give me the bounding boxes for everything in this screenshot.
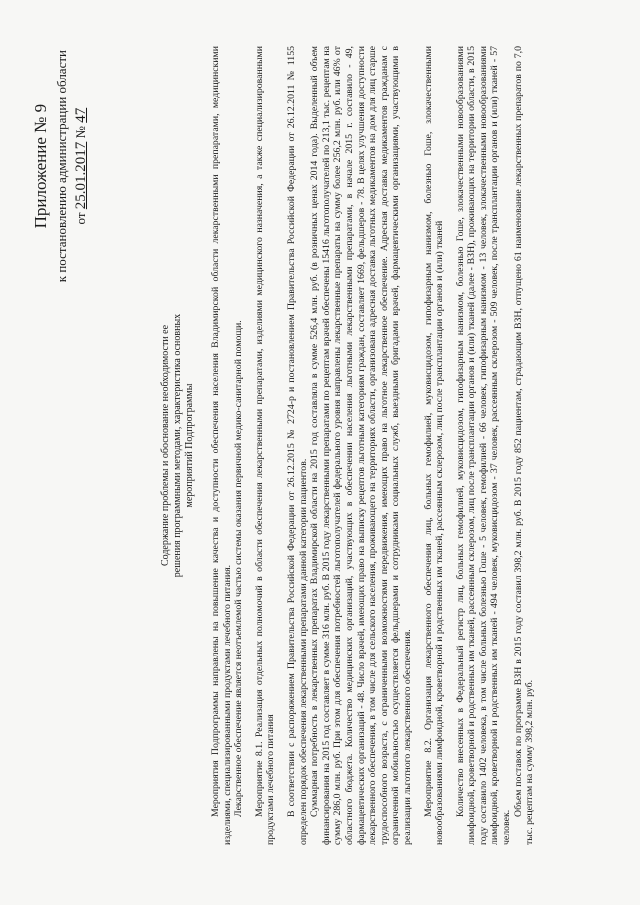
date-prefix: от xyxy=(73,212,88,225)
paragraph: Мероприятия Подпрограммы направлены на повышение качества и доступности обеспечения населения Владимирской области лекарственными препаратами, медицинскими изделиями, специализированными продуктами лечебного питания. xyxy=(210,46,233,845)
paragraph: Лекарственное обеспечение является неотъемлемой частью системы оказания первичной медико-санитарной помощи. xyxy=(233,320,245,817)
decree-reference: к постановлению администрации области xyxy=(54,50,69,283)
appendix-block xyxy=(30,50,91,282)
decree-date: 25.01.2017 xyxy=(73,141,89,210)
paragraph: Суммарная потребность в лекарственных препаратах Владимирской области на 2015 год составляла в сумме 526,4 млн. руб. (в розничных ценах 2014 года). Выделенный объем финансирования на 2015 год составляет в сумме 316 млн. руб. В 2015 году лекарственными препаратами по рецептам врачей обеспечены 15416 льготополучателей по 213,1 тыс. рецептам на сумму 286,0 млн. руб. При этом для обеспечения потребностей льготополучателей федерального уровня направлены лекарственные препараты на сумму более 256,2 млн. руб. или 46% от областного бюджета. Количество медицинских организаций, участвующих в обеспечении населения льготными лекарственными препаратами, в начале 2015 г. составило - 49, фармацевтических организаций - 48. Число врачей, имеющих право на выписку рецептов льготным категориям граждан, составляет 1669, фельдшеров - 78. В целях улучшения доступности лекарственного обеспечения, в том числе для сельского населения, проживающего на территориях области, организована адресная доставка льготных медикаментов на дом для лиц старше трудоспособного возраста, с ограниченными возможностями передвижения, имеющих право на льготное лекарственное обеспечение. Адресная доставка медикаментов гражданам с ограниченной мобильностью осуществляется фельдшерами и сотрудниками социальных служб, выездными бригадами врачей, фармацевтическими организациями, участвующими в реализации льготного лекарственного обеспечения. xyxy=(309,46,413,845)
number-prefix: № xyxy=(73,126,88,139)
paragraph: Количество внесенных в Федеральный регистр лиц, больных гемофилией, муковисцидозом, гипофизарным нанизмом, болезнью Гоше, злокачественными новообразованиями лимфоидной, кроветворной и родственных им тканей, рассеянным склерозом, лиц после трансплантации органов и (или) тканей (далее - ВЗН), проживающих на территории области, в 2015 году составило 1402 человека, в том числе больных болезнью Гоше - 5 человек, гемофилией - 66 человек, гипофизарным нанизмом - 13 человек, злокачественными новообразованиями лимфоидной, кроветворной и родственных им тканей - 494 человек, муковисцидозом - 37 человек, рассеянным склерозом - 509 человек, после трансплантации органов и (или) тканей - 57 человек. xyxy=(454,46,513,845)
appendix-title: Приложение № 9 xyxy=(31,103,50,229)
decree-date-row xyxy=(71,50,91,282)
activity-heading-8-1: Мероприятие 8.1. Реализация отдельных полномочий в области обеспечения лекарственными препаратами, изделиями медицинского назначения, а также специализированными продуктами лечебного питания xyxy=(253,46,277,845)
section-heading: Содержание проблемы и обоснование необходимости ее решения программными методами, характеристика основных мероприятий Подпрограммы xyxy=(160,313,195,578)
paragraph: Объем поставок по программе ВЗН в 2015 году составил 398,2 млн. руб. В 2015 году 852 пациентам, страдающим ВЗН, отпущено 61 наименование лекарственных препаратов по 7,0 тыс. рецептам на сумму 398,2 млн. руб. xyxy=(512,46,536,845)
activity-heading-8-2: Мероприятие 8.2. Организация лекарственного обеспечения лиц, больных гемофилией, муковисцидозом, гипофизарным нанизмом, болезнью Гоше, злокачественными новообразованиями лимфоидной, кроветворной и родственных им тканей, рассеянным склерозом, лиц после трансплантации органов и (или) тканей xyxy=(422,46,446,845)
decree-number: 47 xyxy=(73,107,89,123)
paragraph: В соответствии с распоряжением Правительства Российской Федерации от 26.12.2015 № 2724-р и постановлением Правительства Российской Федерации от 26.12.2011 № 1155 определен порядок обеспечения лекарственными препаратами данной категории пациентов. xyxy=(285,46,309,845)
body-text xyxy=(196,46,536,845)
